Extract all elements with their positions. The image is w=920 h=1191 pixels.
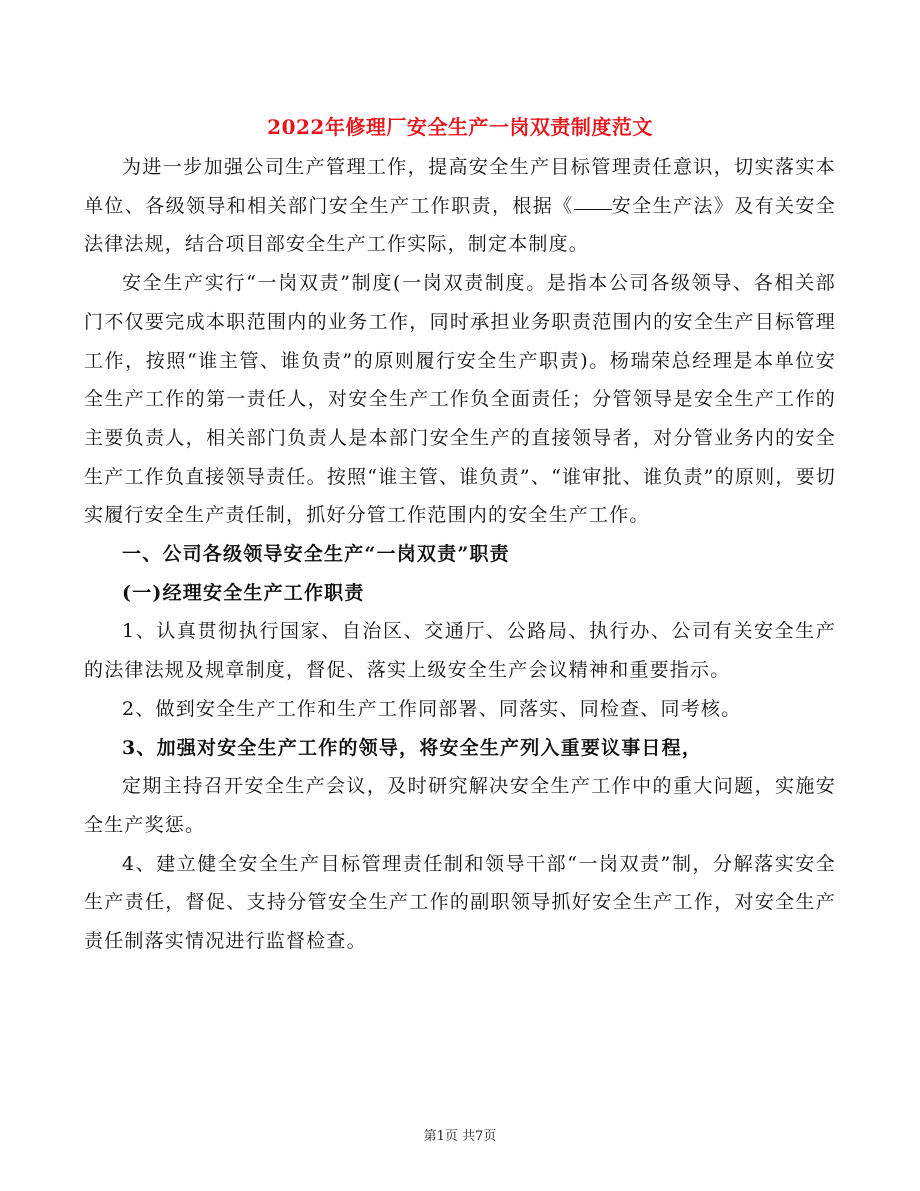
list-item-continuation: 定期主持召开安全生产会议，及时研究解决安全生产工作中的重大问题，实施安全生产奖惩。 — [84, 775, 836, 836]
document-title: 2022年修理厂安全生产一岗双责制度范文 — [267, 115, 653, 139]
list-item: 2、做到安全生产工作和生产工作同部署、同落实、同检查、同考核。 — [122, 697, 742, 720]
document-body — [84, 148, 836, 961]
blank-underline — [574, 209, 612, 210]
subsection-heading: (一)经理安全生产工作职责 — [122, 581, 365, 604]
paragraph-intro-text-after: 安全生产法》及有关安全法律法规，结合项目部安全生产工作实际，制定本制度。 — [84, 194, 836, 256]
list-item: 1、认真贯彻执行国家、自治区、交通厅、公路局、执行办、公司有关安全生产的法律法规及规章制度，督促、落实上级安全生产会议精神和重要指示。 — [84, 620, 836, 682]
list-item: 4、建立健全安全生产目标管理责任制和领导干部“一岗双责”制，分解落实安全生产责任，督促、支持分管安全生产工作的副职领导抓好安全生产工作，对安全生产责任制落实情况进行监督检查。 — [84, 852, 836, 953]
paragraph-system-description: 安全生产实行“一岗双责”制度(一岗双责制度。是指本公司各级领导、各相关部门不仅要完成本职范围内的业务工作，同时承担业务职责范围内的安全生产目标管理工作，按照“谁主管、谁负责”的原则履行安全生产职责)。杨瑞荣总经理是本单位安全生产工作的第一责任人，对安全生产工作负全面责任；分管领导是安全生产工作的主要负责人，相关部门负责人是本部门安全生产的直接领导者，对分管业务内的安全生产工作负直接领导责任。按照“谁主管、谁负责”、“谁审批、谁负责”的原则，要切实履行安全生产责任制，抓好分管工作范围内的安全生产工作。 — [84, 272, 836, 527]
page-number: 第1页 共7页 — [423, 1129, 497, 1144]
paragraph-intro — [84, 148, 836, 264]
paragraph-intro-text-before: 为进一步加强公司生产管理工作，提高安全生产目标管理责任意识，切实落实本单位、各级领导和相关部门安全生产工作职责，根据《 — [84, 156, 836, 217]
list-item: 3、加强对安全生产工作的领导，将安全生产列入重要议事日程， — [122, 736, 703, 759]
section-heading: 一、公司各级领导安全生产“一岗双责”职责 — [122, 543, 510, 566]
